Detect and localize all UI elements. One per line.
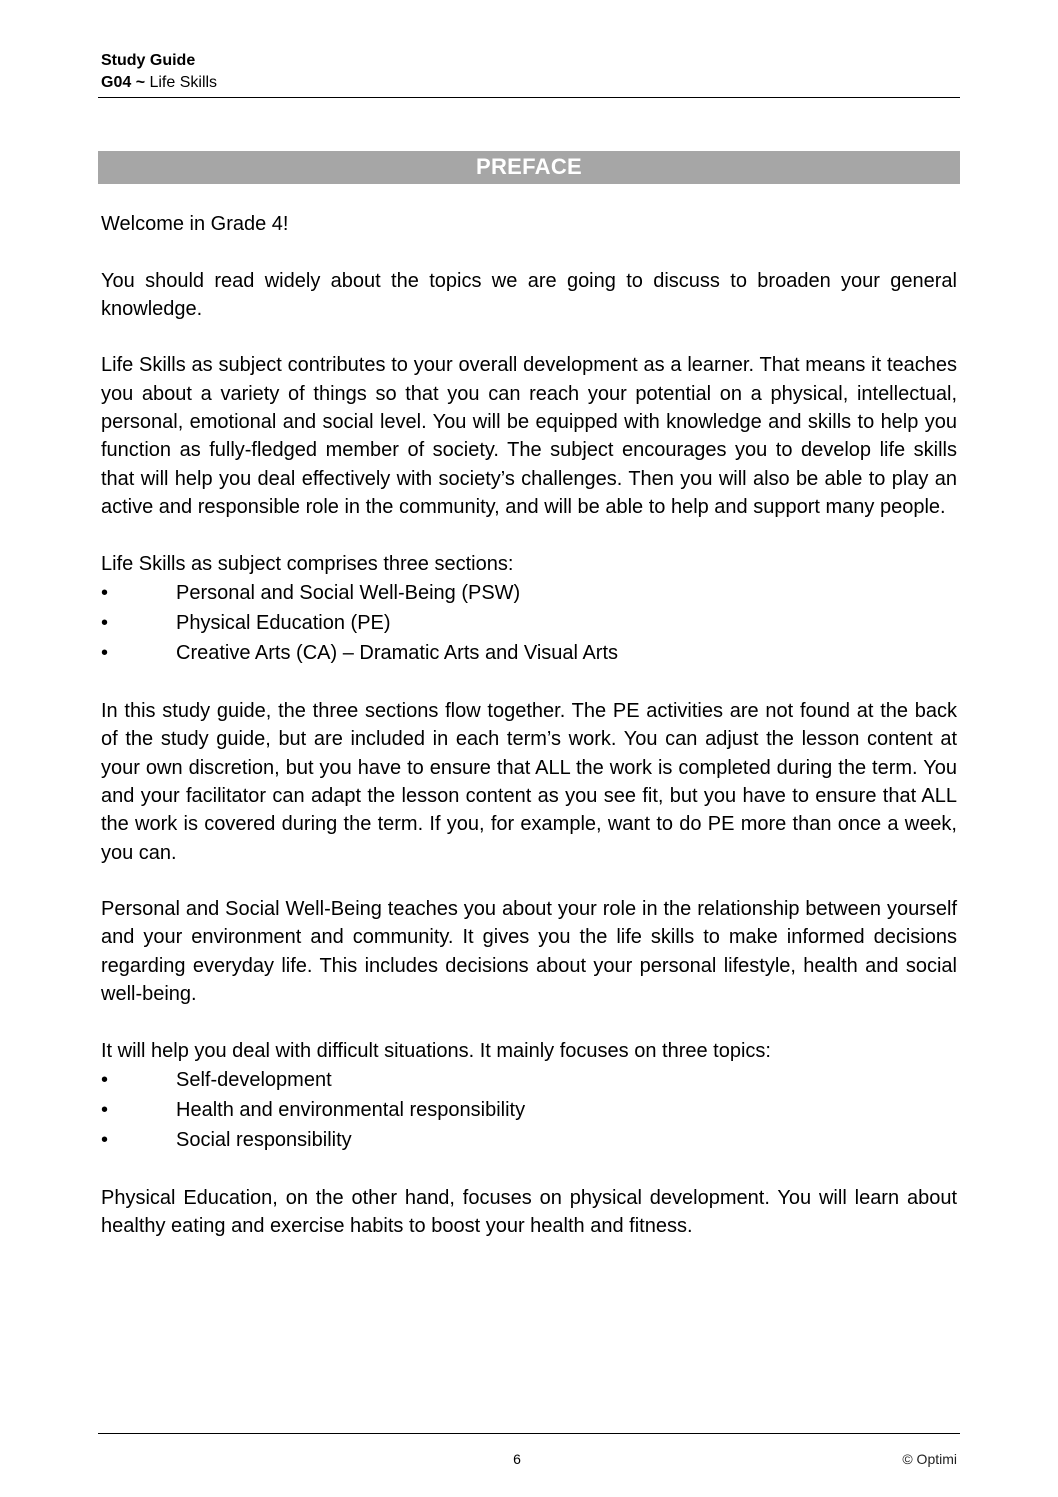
topics-list <box>101 1066 957 1155</box>
list-item <box>101 639 957 669</box>
paragraph-study-guide-flow: In this study guide, the three sections flow together. The PE activities are not found at the back of the study guide, but are included in each term’s work. You can adjust the lesson content at your own discretion, but you have to ensure that ALL the work is completed during the term. You and your facilitator can adapt the lesson content as you see fit, but you have to ensure that ALL the work is covered during the term. If you, for example, want to do PE more than once a week, you can. <box>101 700 957 864</box>
section-banner <box>98 151 960 184</box>
paragraph-physical-education: Physical Education, on the other hand, focuses on physical development. You will learn about healthy eating and exercise habits to boost your health and fitness. <box>101 1187 957 1238</box>
list-item-text: Creative Arts (CA) – Dramatic Arts and Visual Arts <box>176 641 619 664</box>
bullet-icon: • <box>101 612 109 635</box>
bullet-icon: • <box>101 1069 109 1092</box>
list-item <box>101 1126 957 1156</box>
list-item-text: Physical Education (PE) <box>176 612 391 635</box>
header-subtitle-row <box>101 72 959 94</box>
list-item <box>101 579 957 609</box>
paragraph-topics-intro: It will help you deal with difficult situations. It mainly focuses on three topics: <box>101 1039 771 1062</box>
header-subject: Life Skills <box>145 74 218 91</box>
paragraph-sections-intro: Life Skills as subject comprises three sections: <box>101 552 514 575</box>
list-item-text: Self-development <box>176 1069 332 1092</box>
header-divider <box>98 97 960 98</box>
footer-divider <box>98 1433 960 1434</box>
sections-list <box>101 579 957 668</box>
section-title: PREFACE <box>475 154 582 179</box>
page-number: 6 <box>513 1451 521 1467</box>
document-body <box>101 210 957 1269</box>
header-title: Study Guide <box>101 52 196 69</box>
paragraph-psw: Personal and Social Well-Being teaches you about your role in the relationship between yourself and your environment and community. It gives you the life skills to make informed decisions regarding everyday life. This includes decisions about your personal lifestyle, health and social well-being. <box>101 898 957 1006</box>
bullet-icon: • <box>101 641 109 664</box>
copyright-notice: © Optimi <box>902 1451 957 1467</box>
bullet-icon: • <box>101 1129 109 1151</box>
bullet-icon: • <box>101 1099 109 1122</box>
paragraph-life-skills-overview: Life Skills as subject contributes to your overall development as a learner. That means it teaches you about a variety of things so that you can reach your potential on a physical, intellectual, personal, emotional and social level. You will be equipped with knowledge and skills to help you function as fully-fledged member of society. The subject encourages you to develop life skills that will help you deal effectively with society’s challenges. Then you will also be able to play an active and responsible role in the community, and will be able to help and support many people. <box>101 354 957 518</box>
paragraph-read-widely: You should read widely about the topics we are going to discuss to broaden your general knowledge. <box>101 269 957 320</box>
page-header <box>101 50 959 94</box>
header-grade-code: G04 ~ <box>101 74 146 91</box>
paragraph-welcome: Welcome in Grade 4! <box>101 213 289 235</box>
list-item <box>101 1066 957 1096</box>
list-item <box>101 609 957 639</box>
list-item-text: Health and environmental responsibility <box>176 1099 526 1122</box>
list-item <box>101 1096 957 1126</box>
list-item-text: Personal and Social Well-Being (PSW) <box>176 582 521 605</box>
list-item-text: Social responsibility <box>176 1129 352 1151</box>
bullet-icon: • <box>101 582 109 605</box>
header-title-row <box>101 50 959 72</box>
